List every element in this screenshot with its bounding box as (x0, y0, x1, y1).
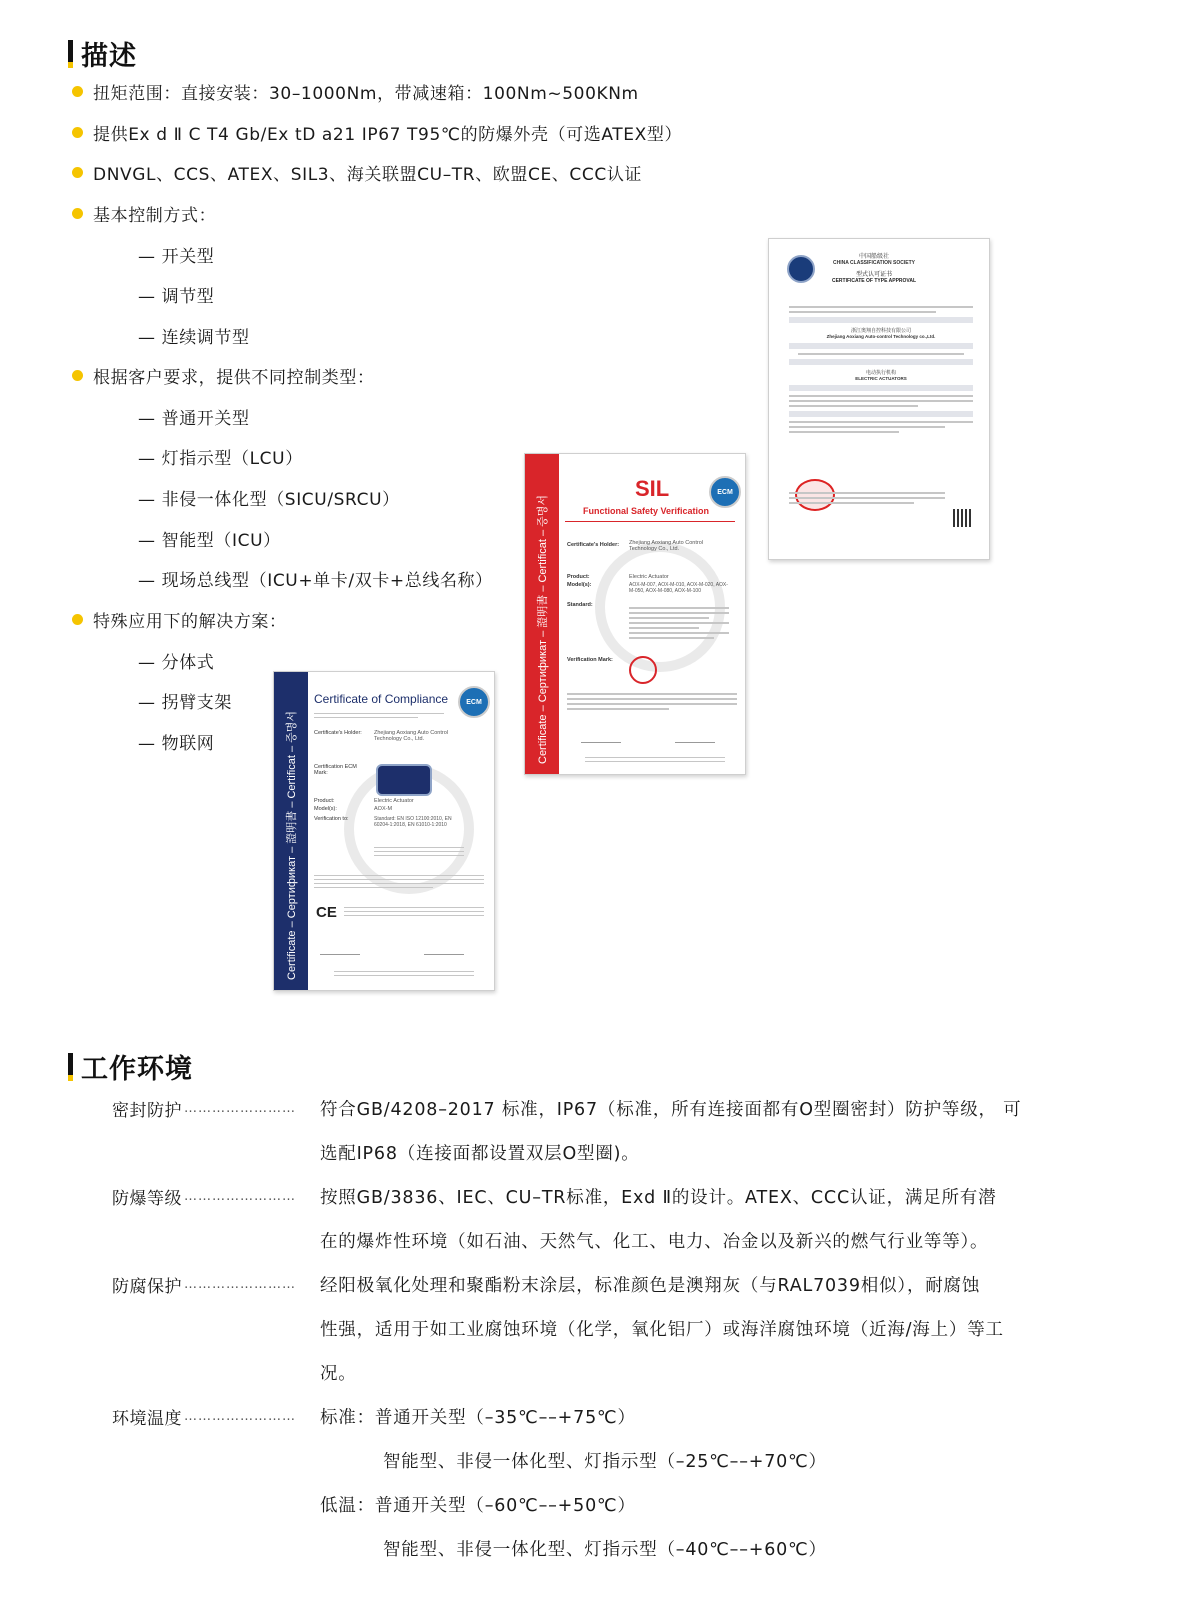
ce-ecm-mark-icon (376, 764, 432, 796)
env-text: 智能型、非侵一体化型、灯指示型（–40℃––+60℃） (383, 1540, 827, 1560)
sil-holder-label: Certificate's Holder: (567, 542, 620, 548)
bullet-text: 特殊应用下的解决方案： (93, 612, 287, 632)
sub-item: — 非侵一体化型（SICU/SRCU） (138, 490, 400, 510)
bullet-item (72, 120, 682, 145)
sil-product-label: Product: (567, 574, 590, 580)
sil-standard-label: Standard: (567, 602, 593, 608)
env-text: 符合GB/4208–2017 标准，IP67（标准，所有连接面都有O型圈密封）防护等级， 可 (320, 1100, 1022, 1120)
env-text: 况。 (320, 1364, 357, 1384)
sil-mark-label: Verification Mark: (567, 657, 613, 663)
ccs-product-en: ELECTRIC ACTUATORS (855, 376, 907, 381)
sil-mark-icon (629, 656, 657, 684)
sil-holder: Zhejiang Aoxiang Auto Control Technology Co., Ltd. (629, 540, 703, 552)
ce-side-text: Certificate – Сертификат – 證明書 – Certificat – 증명서 (286, 711, 298, 980)
section-title-environment (68, 1047, 193, 1086)
bullet-item (72, 79, 639, 104)
sub-item: — 物联网 (138, 734, 215, 754)
ce-product: Electric Actuator (374, 798, 414, 804)
sil-title: SIL (635, 476, 670, 501)
env-text: 智能型、非侵一体化型、灯指示型（–25℃––+70℃） (383, 1452, 827, 1472)
ccs-org-en: CHINA CLASSIFICATION SOCIETY (833, 260, 915, 266)
bullet-dot-icon (72, 167, 83, 178)
ce-verif-label: Verification to: (314, 816, 349, 822)
bullet-dot-icon (72, 208, 83, 219)
sil-models-label: Model(s): (567, 582, 592, 588)
sil-signature-right (675, 732, 715, 743)
bullet-dot-icon (72, 86, 83, 97)
bullet-text: 扭矩范围：直接安装：30–1000Nm，带减速箱：100Nm~500KNm (93, 84, 639, 104)
sil-side-band (525, 454, 559, 774)
env-text: 按照GB/3836、IEC、CU–TR标准，Exd Ⅱ的设计。ATEX、CCC认证，满足所有潜 (320, 1188, 997, 1208)
sub-item: — 智能型（ICU） (138, 531, 281, 551)
env-text: 在的爆炸性环境（如石油、天然气、化工、电力、冶金以及新兴的燃气行业等等）。 (320, 1232, 989, 1252)
sub-item: — 现场总线型（ICU+单卡/双卡+总线名称） (138, 571, 493, 591)
bullet-item (72, 201, 216, 226)
ce-side-band (274, 672, 308, 990)
bullet-text: 基本控制方式： (93, 206, 217, 226)
env-text: 经阳极氧化处理和聚酯粉末涂层，标准颜色是澳翔灰（与RAL7039相似），耐腐蚀 (320, 1276, 981, 1296)
env-label-sealing: 密封防护 …………………… (112, 1101, 296, 1121)
env-text: 选配IP68（连接面都设置双层O型圈)。 (320, 1144, 640, 1164)
env-label-explosion: 防爆等级 …………………… (112, 1189, 296, 1209)
ce-holder-label: Certificate's Holder: (314, 730, 362, 736)
ccs-certificate (768, 238, 990, 560)
ce-certificate (273, 671, 495, 991)
bullet-dot-icon (72, 127, 83, 138)
ccs-org-cn: 中国船级社 (858, 254, 889, 260)
ce-models-label: Model(s): (314, 806, 337, 812)
ce-mark-icon: CE (316, 904, 337, 921)
bullet-dot-icon (72, 614, 83, 625)
title-bar (68, 1053, 73, 1081)
sil-product: Electric Actuator (629, 574, 669, 580)
sil-models: AOX-M-007, AOX-M-010, AOX-M-020, AOX-M-050, AOX-M-080, AOX-M-100 (629, 582, 728, 594)
env-label-temperature: 环境温度 …………………… (112, 1409, 296, 1429)
sub-item: — 开关型 (138, 247, 215, 267)
ecm-badge-icon: ECM (458, 686, 490, 718)
sub-item: — 灯指示型（LCU） (138, 449, 303, 469)
ccs-product-cn: 电动执行机构 (865, 370, 896, 376)
title-bar (68, 40, 73, 68)
sil-certificate (524, 453, 746, 775)
sub-item: — 调节型 (138, 287, 215, 307)
ce-signature-right (424, 944, 464, 955)
sil-subtitle: Functional Safety Verification (583, 506, 710, 516)
section-title-text: 工作环境 (81, 1054, 193, 1085)
ccs-title-cn: 型式认可证书 (855, 272, 892, 278)
env-text: 低温：普通开关型（–60℃––+50℃） (320, 1496, 636, 1516)
sub-item: — 分体式 (138, 653, 215, 673)
sub-item: — 连续调节型 (138, 328, 250, 348)
ce-title: Certificate of Compliance (314, 692, 449, 706)
ccs-company-cn: 浙江奥翔自控科技有限公司 (850, 328, 911, 334)
bullet-item (72, 363, 375, 388)
env-text: 标准：普通开关型（–35℃––+75℃） (320, 1408, 636, 1428)
sil-side-text: Certificate – Сертификат – 證明書 – Certificat – 증명서 (537, 495, 549, 764)
section-title-description (68, 34, 137, 73)
env-label-corrosion: 防腐保护 …………………… (112, 1277, 296, 1297)
ce-verif: Standard: EN ISO 12100:2010, EN 60204-1:2018, EN 61010-1:2010 (374, 816, 452, 828)
bullet-text: 根据客户要求，提供不同控制类型： (93, 368, 375, 388)
sub-item: — 拐臂支架 (138, 693, 233, 713)
bullet-text: 提供Ex d Ⅱ C T4 Gb/Ex tD a21 IP67 T95℃的防爆外壳（可选ATEX型） (93, 125, 683, 145)
ce-product-label: Product: (314, 798, 335, 804)
ce-signature-left (320, 944, 360, 955)
ccs-title-en: CERTIFICATE OF TYPE APPROVAL (831, 278, 917, 284)
ccs-qr-icon (953, 509, 971, 527)
ce-holder: Zhejiang Aoxiang Auto Control Technology Co., Ltd. (374, 730, 448, 742)
bullet-item (72, 160, 642, 185)
bullet-dot-icon (72, 370, 83, 381)
ecm-badge-icon: ECM (709, 476, 741, 508)
ce-models: AOX-M (374, 806, 393, 812)
ccs-company-en: Zhejiang Aoxiang Auto-control Technology co.,Ltd. (826, 334, 936, 339)
sil-signature-left (581, 732, 621, 743)
bullet-text: DNVGL、CCS、ATEX、SIL3、海关联盟CU–TR、欧盟CE、CCC认证 (93, 165, 643, 185)
ccs-logo-icon (787, 255, 815, 283)
env-text: 性强，适用于如工业腐蚀环境（化学，氧化铝厂）或海洋腐蚀环境（近海/海上）等工 (320, 1320, 1004, 1340)
bullet-item (72, 607, 287, 632)
section-title-text: 描述 (81, 41, 137, 72)
sub-item: — 普通开关型 (138, 409, 250, 429)
ce-mark-label: Certification ECM Mark: (314, 764, 357, 776)
